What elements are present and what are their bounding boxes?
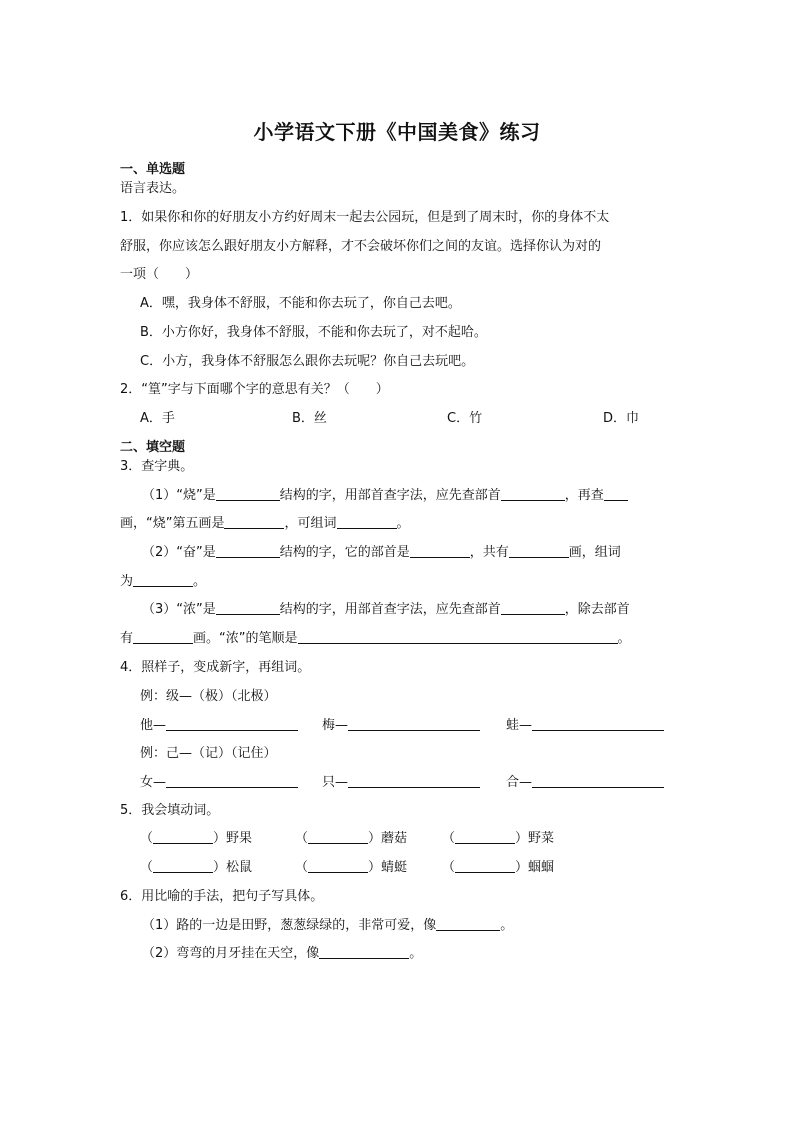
blank[interactable] bbox=[153, 829, 213, 844]
blank[interactable] bbox=[133, 572, 193, 587]
blank[interactable] bbox=[604, 486, 628, 501]
blank[interactable] bbox=[436, 916, 500, 931]
q1-stem-line1: 1．如果你和你的好朋友小方约好周末一起去公园玩，但是到了周末时，你的身体不太 bbox=[120, 210, 610, 225]
q1-option-c: C．小方，我身体不舒服怎么跟你去玩呢？你自己去玩吧。 bbox=[140, 354, 475, 369]
blank[interactable] bbox=[455, 829, 515, 844]
blank[interactable] bbox=[410, 543, 470, 558]
q4-row2-item: 合— bbox=[506, 773, 664, 793]
blank[interactable] bbox=[319, 944, 409, 959]
blank[interactable] bbox=[298, 629, 618, 644]
q1-option-b: B．小方你好，我身体不舒服，不能和你去玩了，对不起哈。 bbox=[140, 325, 487, 340]
blank[interactable] bbox=[308, 858, 368, 873]
q5-row2-item: （ ）松鼠 bbox=[140, 860, 253, 875]
blank[interactable] bbox=[166, 773, 298, 788]
q5-row1-item: （ ）蘑菇 bbox=[295, 831, 408, 846]
q3-stem: 3．查字典。 bbox=[120, 459, 194, 474]
blank[interactable] bbox=[166, 716, 298, 731]
q4-row1-item: 他— bbox=[140, 716, 298, 736]
section-intro: 语言表达。 bbox=[120, 181, 186, 196]
blank[interactable] bbox=[216, 600, 280, 615]
q5-stem: 5．我会填动词。 bbox=[120, 803, 220, 818]
q1-stem-line3: 一项（ ） bbox=[120, 267, 199, 282]
blank[interactable] bbox=[532, 773, 664, 788]
blank[interactable] bbox=[348, 716, 480, 731]
section-heading-fill-blank: 二、填空题 bbox=[120, 440, 186, 455]
q1-stem-line2: 舒服，你应该怎么跟好朋友小方解释，才不会破坏你们之间的友谊。选择你认为对的 bbox=[120, 239, 602, 254]
blank[interactable] bbox=[133, 629, 193, 644]
q3-part1-line2: 画，“烧”第五画是 ，可组词 。 bbox=[120, 516, 410, 531]
q4-row2-item: 只— bbox=[322, 773, 480, 793]
q3-part3-line1: （3）“浓”是 结构的字，用部首查字法，应先查部首 ，除去部首 bbox=[142, 602, 630, 617]
q4-row2-item: 女— bbox=[140, 773, 298, 793]
q5-row2-item: （ ）蝈蝈 bbox=[442, 860, 555, 875]
blank[interactable] bbox=[216, 543, 280, 558]
blank[interactable] bbox=[216, 486, 280, 501]
q2-option-d: D．巾 bbox=[603, 411, 640, 426]
q4-example1: 例：级—（极）（北极） bbox=[140, 689, 277, 704]
blank[interactable] bbox=[348, 773, 480, 788]
q3-part1-line1: （1）“烧”是 结构的字，用部首查字法，应先查部首 ，再查 bbox=[142, 486, 628, 506]
section-heading-single-choice: 一、单选题 bbox=[120, 162, 186, 177]
blank[interactable] bbox=[532, 716, 664, 731]
q3-part2-line2: 为 。 bbox=[120, 574, 207, 589]
q4-row1-item: 梅— bbox=[322, 716, 480, 736]
q4-example2: 例：己—（记）（记住） bbox=[140, 746, 277, 761]
q2-stem: 2．“篁”字与下面哪个字的意思有关？（ ） bbox=[120, 382, 389, 397]
blank[interactable] bbox=[509, 543, 569, 558]
blank[interactable] bbox=[455, 858, 515, 873]
q6-sentence2: （2）弯弯的月牙挂在天空，像 。 bbox=[142, 946, 423, 961]
q4-stem: 4．照样子，变成新字，再组词。 bbox=[120, 660, 311, 675]
blank[interactable] bbox=[501, 486, 565, 501]
q6-stem: 6．用比喻的手法，把句子写具体。 bbox=[120, 889, 324, 904]
page-title: 小学语文下册《中国美食》练习 bbox=[253, 120, 541, 144]
q3-part3-line2: 有 画。“浓”的笔顺是 。 bbox=[120, 631, 631, 646]
q2-option-b: B．丝 bbox=[292, 411, 327, 426]
q5-row1-item: （ ）野果 bbox=[140, 831, 253, 846]
q5-row2-item: （ ）蜻蜓 bbox=[295, 860, 408, 875]
q3-part2-line1: （2）“奋”是 结构的字，它的部首是 ，共有 画，组词 bbox=[142, 545, 621, 560]
q6-sentence1: （1）路的一边是田野，葱葱绿绿的，非常可爱，像 。 bbox=[142, 918, 514, 933]
q2-option-c: C．竹 bbox=[447, 411, 483, 426]
q5-row1-item: （ ）野菜 bbox=[442, 831, 555, 846]
q4-row1-item: 蛙— bbox=[506, 716, 664, 736]
blank[interactable] bbox=[224, 514, 284, 529]
q2-option-a: A．手 bbox=[140, 411, 175, 426]
blank[interactable] bbox=[308, 829, 368, 844]
blank[interactable] bbox=[501, 600, 565, 615]
blank[interactable] bbox=[337, 514, 397, 529]
q1-option-a: A．嘿，我身体不舒服，不能和你去玩了，你自己去吧。 bbox=[140, 296, 461, 311]
blank[interactable] bbox=[153, 858, 213, 873]
